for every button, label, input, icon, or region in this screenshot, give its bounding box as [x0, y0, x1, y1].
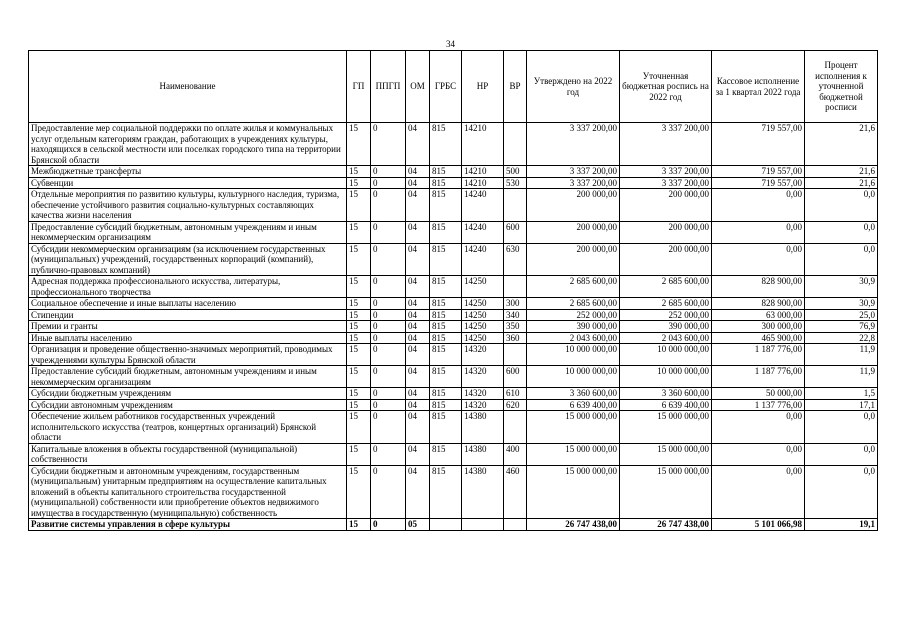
- row-grbs: 815: [430, 399, 462, 411]
- row-name: Межбюджетные трансферты: [29, 166, 347, 178]
- row-name: Премии и гранты: [29, 321, 347, 333]
- row-vr: 600: [504, 366, 527, 388]
- row-om: 04: [406, 399, 430, 411]
- table-row: [29, 443, 878, 465]
- row-name: Предоставление субсидий бюджетным, автономным учреждениям и иным некоммерческим организациям: [29, 221, 347, 243]
- row-name: Капитальные вложения в объекты государственной (муниципальной) собственности: [29, 443, 347, 465]
- row-grbs: 815: [430, 276, 462, 298]
- row-percent: 0,0: [805, 411, 878, 444]
- row-refined: 2 043 600,00: [620, 332, 712, 344]
- table-row: [29, 276, 878, 298]
- row-vr: 630: [504, 243, 527, 276]
- row-grbs: 815: [430, 177, 462, 189]
- row-om: 04: [406, 243, 430, 276]
- row-percent: 21,6: [805, 123, 878, 166]
- row-approved: 15 000 000,00: [527, 411, 620, 444]
- row-refined: 15 000 000,00: [620, 411, 712, 444]
- row-gp: 15: [347, 309, 371, 321]
- row-refined: 3 337 200,00: [620, 123, 712, 166]
- row-refined: 252 000,00: [620, 309, 712, 321]
- row-vr: 360: [504, 332, 527, 344]
- row-cash: 1 187 776,00: [712, 366, 805, 388]
- table-row: [29, 309, 878, 321]
- row-om: 04: [406, 166, 430, 178]
- row-cash: 828 900,00: [712, 298, 805, 310]
- row-cash: 0,00: [712, 411, 805, 444]
- row-om: 04: [406, 276, 430, 298]
- row-name: Иные выплаты населению: [29, 332, 347, 344]
- row-gp: 15: [347, 243, 371, 276]
- row-gp: 15: [347, 344, 371, 366]
- row-grbs: 815: [430, 166, 462, 178]
- header-om: ОМ: [406, 51, 430, 123]
- row-grbs: 815: [430, 298, 462, 310]
- row-vr: 500: [504, 166, 527, 178]
- row-vr: [504, 411, 527, 444]
- row-cash: 0,00: [712, 221, 805, 243]
- row-om: 04: [406, 388, 430, 400]
- header-row: [29, 51, 878, 123]
- row-grbs: 815: [430, 388, 462, 400]
- row-cash: 1 187 776,00: [712, 344, 805, 366]
- row-om: 04: [406, 332, 430, 344]
- row-grbs: 815: [430, 309, 462, 321]
- row-om: 04: [406, 411, 430, 444]
- row-cash: 465 900,00: [712, 332, 805, 344]
- header-ppgp: ППГП: [371, 51, 406, 123]
- row-nr: 14380: [462, 411, 504, 444]
- header-name: Наименование: [29, 51, 347, 123]
- row-om: 04: [406, 465, 430, 519]
- row-ppgp: 0: [371, 388, 406, 400]
- row-approved: 10 000 000,00: [527, 366, 620, 388]
- row-grbs: 815: [430, 366, 462, 388]
- row-nr: 14210: [462, 177, 504, 189]
- row-percent: 0,0: [805, 443, 878, 465]
- row-refined: 6 639 400,00: [620, 399, 712, 411]
- row-cash: 719 557,00: [712, 123, 805, 166]
- row-approved: 2 043 600,00: [527, 332, 620, 344]
- row-nr: 14240: [462, 243, 504, 276]
- header-approved: Утверждено на 2022 год: [527, 51, 620, 123]
- table-row: [29, 123, 878, 166]
- row-om: 04: [406, 443, 430, 465]
- row-name: Стипендии: [29, 309, 347, 321]
- row-gp: 15: [347, 519, 371, 531]
- row-ppgp: 0: [371, 366, 406, 388]
- table-row: [29, 344, 878, 366]
- row-approved: 15 000 000,00: [527, 443, 620, 465]
- row-name: Социальное обеспечение и иные выплаты населению: [29, 298, 347, 310]
- row-grbs: 815: [430, 465, 462, 519]
- row-cash: 0,00: [712, 243, 805, 276]
- row-ppgp: 0: [371, 243, 406, 276]
- row-percent: 0,0: [805, 243, 878, 276]
- row-name: Адресная поддержка профессионального искусства, литературы, профессионального творчества: [29, 276, 347, 298]
- row-nr: 14320: [462, 344, 504, 366]
- row-ppgp: 0: [371, 276, 406, 298]
- row-ppgp: 0: [371, 443, 406, 465]
- row-percent: 21,6: [805, 177, 878, 189]
- row-vr: 620: [504, 399, 527, 411]
- row-refined: 10 000 000,00: [620, 344, 712, 366]
- table-row: [29, 321, 878, 333]
- row-nr: 14320: [462, 366, 504, 388]
- table-row: [29, 399, 878, 411]
- row-om: 05: [406, 519, 430, 531]
- table-row: [29, 189, 878, 222]
- row-ppgp: 0: [371, 309, 406, 321]
- row-grbs: [430, 519, 462, 531]
- row-cash: 828 900,00: [712, 276, 805, 298]
- row-gp: 15: [347, 123, 371, 166]
- row-om: 04: [406, 321, 430, 333]
- row-vr: [504, 276, 527, 298]
- row-om: 04: [406, 298, 430, 310]
- header-nr: НР: [462, 51, 504, 123]
- row-om: 04: [406, 189, 430, 222]
- row-refined: 200 000,00: [620, 221, 712, 243]
- header-gp: ГП: [347, 51, 371, 123]
- row-gp: 15: [347, 388, 371, 400]
- row-refined: 390 000,00: [620, 321, 712, 333]
- row-approved: 200 000,00: [527, 189, 620, 222]
- row-gp: 15: [347, 399, 371, 411]
- table-row: [29, 332, 878, 344]
- budget-table: [28, 50, 878, 531]
- row-cash: 63 000,00: [712, 309, 805, 321]
- row-nr: 14210: [462, 123, 504, 166]
- row-name: Субсидии автономным учреждениям: [29, 399, 347, 411]
- row-refined: 3 360 600,00: [620, 388, 712, 400]
- row-ppgp: 0: [371, 519, 406, 531]
- row-approved: 15 000 000,00: [527, 465, 620, 519]
- row-approved: 3 360 600,00: [527, 388, 620, 400]
- row-grbs: 815: [430, 344, 462, 366]
- row-nr: 14320: [462, 399, 504, 411]
- row-name: Субсидии некоммерческим организациям (за исключением государственных (муниципальных) учреждений, государственных корпораций (компаний), публично-правовых компаний): [29, 243, 347, 276]
- table-row: [29, 388, 878, 400]
- row-vr: 530: [504, 177, 527, 189]
- row-ppgp: 0: [371, 344, 406, 366]
- row-ppgp: 0: [371, 399, 406, 411]
- row-gp: 15: [347, 411, 371, 444]
- row-gp: 15: [347, 332, 371, 344]
- row-om: 04: [406, 366, 430, 388]
- row-ppgp: 0: [371, 465, 406, 519]
- row-gp: 15: [347, 166, 371, 178]
- row-name: Обеспечение жильем работников государственных учреждений исполнительского искусства (театров, концертных организаций) Брянской области: [29, 411, 347, 444]
- row-ppgp: 0: [371, 123, 406, 166]
- row-nr: 14250: [462, 321, 504, 333]
- row-cash: 5 101 066,98: [712, 519, 805, 531]
- row-vr: [504, 123, 527, 166]
- row-gp: 15: [347, 221, 371, 243]
- row-vr: 350: [504, 321, 527, 333]
- row-ppgp: 0: [371, 332, 406, 344]
- row-refined: 15 000 000,00: [620, 465, 712, 519]
- row-approved: 3 337 200,00: [527, 123, 620, 166]
- page-number: 34: [446, 39, 455, 49]
- row-gp: 15: [347, 465, 371, 519]
- row-percent: 11,9: [805, 366, 878, 388]
- row-refined: 200 000,00: [620, 189, 712, 222]
- row-grbs: 815: [430, 243, 462, 276]
- row-refined: 26 747 438,00: [620, 519, 712, 531]
- row-refined: 15 000 000,00: [620, 443, 712, 465]
- row-nr: 14240: [462, 221, 504, 243]
- row-om: 04: [406, 344, 430, 366]
- header-cash: Кассовое исполнение за 1 квартал 2022 года: [712, 51, 805, 123]
- row-vr: 400: [504, 443, 527, 465]
- row-percent: 17,1: [805, 399, 878, 411]
- row-vr: [504, 344, 527, 366]
- row-om: 04: [406, 221, 430, 243]
- row-name: Организация и проведение общественно-значимых мероприятий, проводимых учреждениями культуры Брянской области: [29, 344, 347, 366]
- row-ppgp: 0: [371, 411, 406, 444]
- row-nr: 14250: [462, 332, 504, 344]
- table-row: [29, 519, 878, 531]
- row-cash: 0,00: [712, 443, 805, 465]
- row-ppgp: 0: [371, 298, 406, 310]
- row-approved: 200 000,00: [527, 243, 620, 276]
- row-nr: 14380: [462, 465, 504, 519]
- header-percent: Процент исполнения к уточненной бюджетной росписи: [805, 51, 878, 123]
- row-ppgp: 0: [371, 189, 406, 222]
- row-percent: 1,5: [805, 388, 878, 400]
- row-grbs: 815: [430, 411, 462, 444]
- row-ppgp: 0: [371, 166, 406, 178]
- row-grbs: 815: [430, 443, 462, 465]
- row-percent: 25,0: [805, 309, 878, 321]
- table-row: [29, 177, 878, 189]
- row-approved: 3 337 200,00: [527, 177, 620, 189]
- row-nr: 14250: [462, 309, 504, 321]
- row-om: 04: [406, 123, 430, 166]
- row-grbs: 815: [430, 221, 462, 243]
- header-vr: ВР: [504, 51, 527, 123]
- row-name: Предоставление субсидий бюджетным, автономным учреждениям и иным некоммерческим организациям: [29, 366, 347, 388]
- row-percent: 21,6: [805, 166, 878, 178]
- row-cash: 719 557,00: [712, 166, 805, 178]
- row-cash: 719 557,00: [712, 177, 805, 189]
- row-gp: 15: [347, 276, 371, 298]
- row-percent: 19,1: [805, 519, 878, 531]
- row-nr: 14240: [462, 189, 504, 222]
- row-approved: 3 337 200,00: [527, 166, 620, 178]
- row-refined: 2 685 600,00: [620, 298, 712, 310]
- row-name: Субсидии бюджетным и автономным учреждениям, государственным (муниципальным) унитарным предприятиям на осуществление капитальных вложений в объекты капитального строительства государственной (муниципальной) собственности или приобретение объектов недвижимого имущества в государственную (муниципальную) собственность: [29, 465, 347, 519]
- row-approved: 200 000,00: [527, 221, 620, 243]
- row-vr: [504, 519, 527, 531]
- row-grbs: 815: [430, 123, 462, 166]
- row-approved: 252 000,00: [527, 309, 620, 321]
- row-vr: 460: [504, 465, 527, 519]
- row-vr: 610: [504, 388, 527, 400]
- row-gp: 15: [347, 366, 371, 388]
- row-gp: 15: [347, 189, 371, 222]
- row-nr: 14210: [462, 166, 504, 178]
- row-cash: 300 000,00: [712, 321, 805, 333]
- row-refined: 200 000,00: [620, 243, 712, 276]
- row-cash: 0,00: [712, 465, 805, 519]
- row-approved: 6 639 400,00: [527, 399, 620, 411]
- row-grbs: 815: [430, 321, 462, 333]
- row-refined: 3 337 200,00: [620, 177, 712, 189]
- table-row: [29, 221, 878, 243]
- row-vr: 300: [504, 298, 527, 310]
- row-grbs: 815: [430, 332, 462, 344]
- row-nr: 14250: [462, 276, 504, 298]
- row-refined: 10 000 000,00: [620, 366, 712, 388]
- row-approved: 390 000,00: [527, 321, 620, 333]
- row-percent: 11,9: [805, 344, 878, 366]
- row-percent: 30,9: [805, 298, 878, 310]
- row-nr: 14320: [462, 388, 504, 400]
- row-ppgp: 0: [371, 177, 406, 189]
- table-row: [29, 243, 878, 276]
- row-percent: 76,9: [805, 321, 878, 333]
- row-approved: 26 747 438,00: [527, 519, 620, 531]
- row-approved: 10 000 000,00: [527, 344, 620, 366]
- row-gp: 15: [347, 177, 371, 189]
- header-refined: Уточненная бюджетная роспись на 2022 год: [620, 51, 712, 123]
- row-approved: 2 685 600,00: [527, 276, 620, 298]
- row-approved: 2 685 600,00: [527, 298, 620, 310]
- row-nr: [462, 519, 504, 531]
- row-name: Субвенции: [29, 177, 347, 189]
- row-ppgp: 0: [371, 221, 406, 243]
- row-om: 04: [406, 309, 430, 321]
- table-row: [29, 166, 878, 178]
- row-name: Субсидии бюджетным учреждениям: [29, 388, 347, 400]
- row-percent: 22,8: [805, 332, 878, 344]
- row-percent: 30,9: [805, 276, 878, 298]
- table-row: [29, 411, 878, 444]
- row-name: Предоставление мер социальной поддержки по оплате жилья и коммунальных услуг отдельным категориям граждан, работающих в учреждениях культуры, находящихся в сельской местности или поселках городского типа на территории Брянской области: [29, 123, 347, 166]
- row-gp: 15: [347, 298, 371, 310]
- row-gp: 15: [347, 443, 371, 465]
- row-percent: 0,0: [805, 465, 878, 519]
- row-cash: 50 000,00: [712, 388, 805, 400]
- row-om: 04: [406, 177, 430, 189]
- header-grbs: ГРБС: [430, 51, 462, 123]
- row-nr: 14250: [462, 298, 504, 310]
- row-grbs: 815: [430, 189, 462, 222]
- table-row: [29, 298, 878, 310]
- row-refined: 2 685 600,00: [620, 276, 712, 298]
- row-vr: [504, 189, 527, 222]
- row-percent: 0,0: [805, 189, 878, 222]
- row-refined: 3 337 200,00: [620, 166, 712, 178]
- row-nr: 14380: [462, 443, 504, 465]
- row-gp: 15: [347, 321, 371, 333]
- table-row: [29, 465, 878, 519]
- row-percent: 0,0: [805, 221, 878, 243]
- row-ppgp: 0: [371, 321, 406, 333]
- row-name: Отдельные мероприятия по развитию культуры, культурного наследия, туризма, обеспечение устойчивого развития социально-культурных составляющих качества жизни населения: [29, 189, 347, 222]
- row-cash: 0,00: [712, 189, 805, 222]
- row-vr: 600: [504, 221, 527, 243]
- row-name: Развитие системы управления в сфере культуры: [29, 519, 347, 531]
- row-vr: 340: [504, 309, 527, 321]
- table-row: [29, 366, 878, 388]
- row-cash: 1 137 776,00: [712, 399, 805, 411]
